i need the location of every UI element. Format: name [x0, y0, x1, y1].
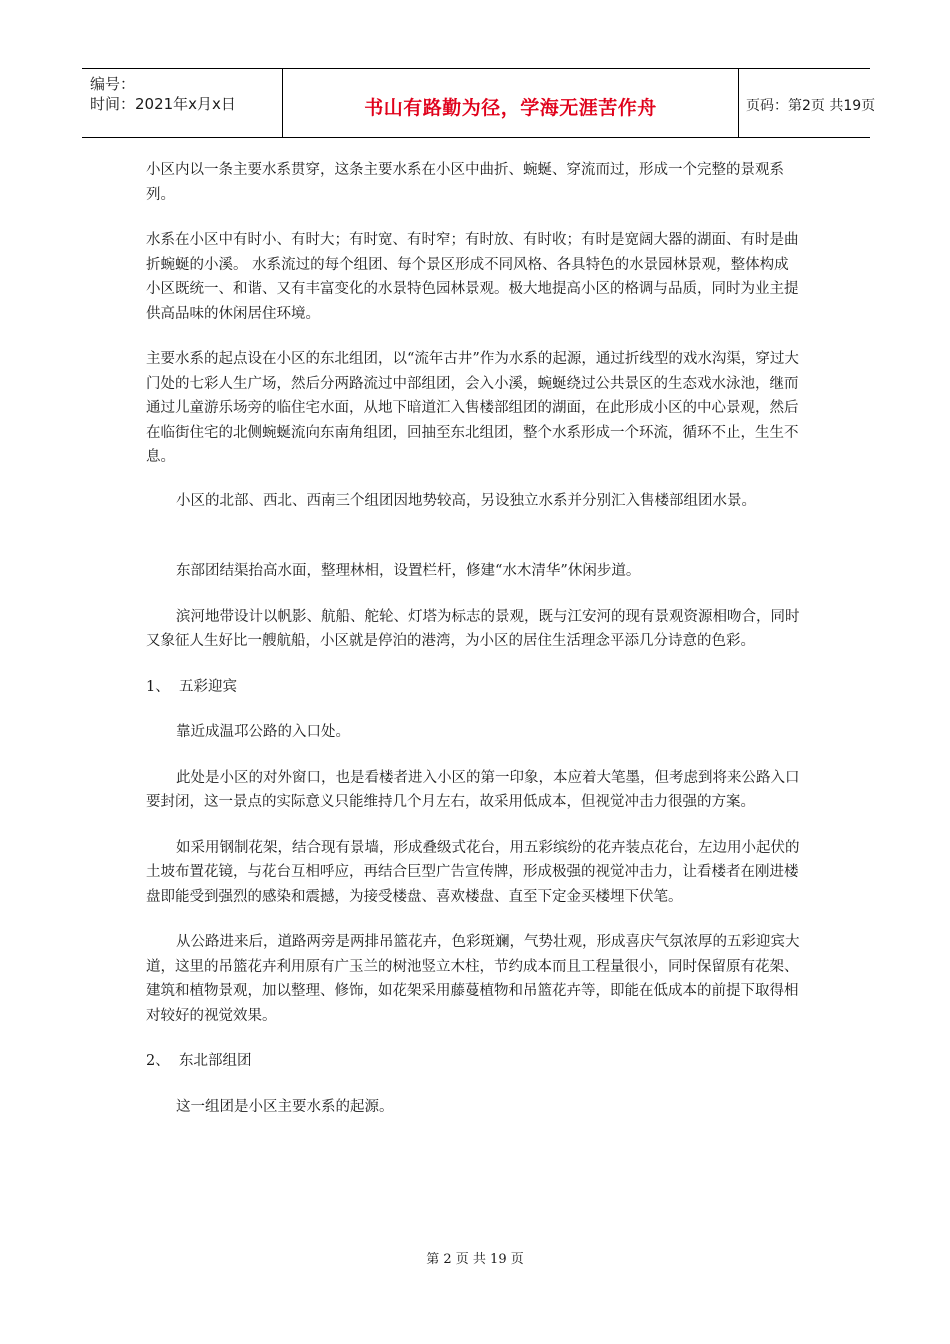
paragraph: 如采用钢制花架，结合现有景墙，形成叠级式花台，用五彩缤纷的花卉装点花台，左边用小起伏的土坡布置花镜，与花台互相呼应，再结合巨型广告宣传牌，形成极强的视觉冲击力，让看楼者在刚进楼盘即能受到强烈的感染和震撼，为接受楼盘、喜欢楼盘、直至下定金买楼埋下伏笔。 — [146, 839, 800, 905]
header-right-cell — [738, 69, 876, 137]
paragraph: 从公路进来后，道路两旁是两排吊篮花卉，色彩斑斓，气势壮观，形成喜庆气氛浓厚的五彩迎宾大道，这里的吊篮花卉利用原有广玉兰的树池竖立木柱，节约成本而且工程量很小，同时保留原有花架、建筑和植物景观，加以整理、修饰，如花架采用藤蔓植物和吊篮花卉等，即能在低成本的前提下取得相对较好的视觉效果。 — [146, 934, 800, 1024]
page-header — [82, 68, 876, 138]
document-date: 时间：2021年x月x日 — [90, 95, 236, 113]
paragraph: 小区内以一条主要水系贯穿，这条主要水系在小区中曲折、蜿蜒、穿流而过，形成一个完整的景观系列。 — [146, 162, 784, 203]
header-motto: 书山有路勤为径，学海无涯苦作舟 — [364, 97, 657, 119]
header-left-cell — [82, 69, 282, 137]
page-footer: 第 2 页 共 19 页 — [426, 1252, 524, 1267]
document-number-label: 编号： — [90, 75, 136, 93]
section-heading: 2、 东北部组团 — [146, 1053, 252, 1069]
paragraph: 这一组团是小区主要水系的起源。 — [176, 1098, 394, 1115]
paragraph: 东部团结渠抬高水面，整理林相，设置栏杆，修建“水木清华”休闲步道。 — [176, 563, 641, 579]
paragraph: 滨河地带设计以帆影、航船、舵轮、灯塔为标志的景观，既与江安河的现有景观资源相吻合，同时又象征人生好比一艘航船，小区就是停泊的港湾，为小区的居住生活理念平添几分诗意的色彩。 — [146, 608, 800, 649]
paragraph: 小区的北部、西北、西南三个组团因地势较高，另设独立水系并分别汇入售楼部组团水景。 — [176, 492, 756, 509]
paragraph: 此处是小区的对外窗口，也是看楼者进入小区的第一印象，本应着大笔墨，但考虑到将来公路入口要封闭，这一景点的实际意义只能维持几个月左右，故采用低成本，但视觉冲击力很强的方案。 — [146, 769, 800, 810]
section-heading: 1、 五彩迎宾 — [146, 678, 237, 695]
paragraph: 主要水系的起点设在小区的东北组团，以“流年古井”作为水系的起源，通过折线型的戏水沟渠，穿过大门处的七彩人生广场，然后分两路流过中部组团，会入小溪，蜿蜒绕过公共景区的生态戏水泳池，继而通过儿童游乐场旁的临住宅水面，从地下暗道汇入售楼部组团的湖面，在此形成小区的中心景观，然后在临街住宅的北侧蜿蜒流向东南角组团，回抽至东北组团，整个水系形成一个环流，循环不止，生生不息。 — [146, 351, 799, 465]
document-body — [146, 158, 802, 1119]
header-page-info: 页码：第2页 共19页 — [746, 98, 876, 114]
paragraph: 水系在小区中有时小、有时大；有时宽、有时窄；有时放、有时收；有时是宽阔大器的湖面、有时是曲折蜿蜒的小溪。 水系流过的每个组团、每个景区形成不同风格、各具特色的水景园林景观，整体构成小区既统一、和谐、又有丰富变化的水景特色园林景观。极大地提高小区的格调与品质，同时为业主提供高品味的休闲居住环境。 — [146, 232, 799, 322]
paragraph: 靠近成温邛公路的入口处。 — [176, 724, 350, 740]
header-motto-cell — [282, 69, 739, 137]
